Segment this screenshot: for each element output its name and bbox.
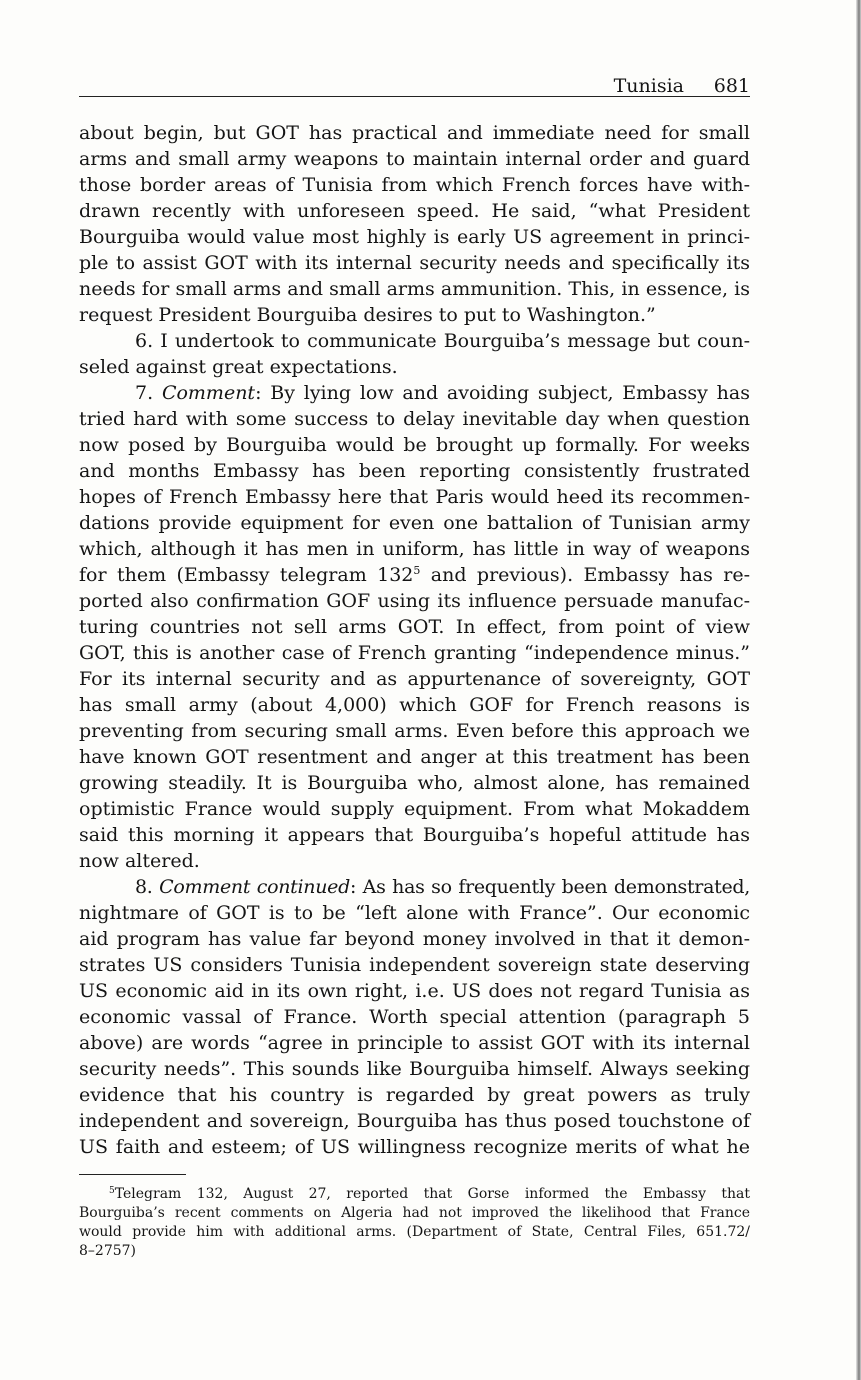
text-line: above) are words “agree in principle to assist GOT with its internal [79, 1032, 750, 1054]
text-line: dations provide equipment for even one battalion of Tunisian army [79, 512, 750, 534]
page-edge [856, 0, 861, 1380]
text-line: aid program has value far beyond money involved in that it demon- [79, 928, 750, 950]
footnote-line: Bourguiba’s recent comments on Algeria had not improved the likelihood that France [79, 1205, 750, 1221]
text-line: request President Bourguiba desires to put to Washington.” [79, 304, 656, 326]
text-line: growing steadily. It is Bourguiba who, almost alone, has remained [79, 772, 750, 794]
footnote-marker: 5 [109, 1186, 115, 1196]
text-run: : As has so frequently been demonstrated, [349, 876, 750, 898]
text-line: has small army (about 4,000) which GOF for French reasons is [79, 694, 750, 716]
footnote-line [79, 1185, 750, 1204]
text-line: US faith and esteem; of US willingness recognize merits of what he [79, 1136, 750, 1158]
text-line: drawn recently with unforeseen speed. He said, “what President [79, 200, 750, 222]
text-line: Bourguiba would value most highly is early US agreement in princi- [79, 226, 750, 248]
text-line: preventing from securing small arms. Even before this approach we [79, 720, 750, 742]
text-line: US economic aid in its own right, i.e. US does not regard Tunisia as [79, 980, 750, 1002]
text-line: arms and small army weapons to maintain internal order and guard [79, 148, 750, 170]
text-line: ported also confirmation GOF using its influence persuade manufac- [79, 590, 750, 612]
text-line: ple to assist GOT with its internal security needs and specifically its [79, 252, 750, 274]
text-line: security needs”. This sounds like Bourguiba himself. Always seeking [79, 1058, 750, 1080]
footnote-line: would provide him with additional arms. (Department of State, Central Files, 651.72/ [79, 1224, 750, 1240]
text-run: : By lying low and avoiding subject, Embassy has [255, 382, 751, 404]
text-line: needs for small arms and small arms ammunition. This, in essence, is [79, 278, 750, 300]
text-line: independent and sovereign, Bourguiba has thus posed touchstone of [79, 1110, 750, 1132]
header-rule [79, 96, 750, 97]
text-line [79, 562, 750, 588]
text-line: tried hard with some success to delay inevitable day when question [79, 408, 750, 430]
text-run: and previous). Embassy has re- [420, 564, 750, 586]
paragraph-8-start [79, 874, 750, 900]
paragraph-7-start [79, 380, 750, 406]
text-line: turing countries not sell arms GOT. In effect, from point of view [79, 616, 750, 638]
text-run: Telegram 132, August 27, reported that Gorse informed the Embassy that [114, 1186, 750, 1202]
running-head-title: Tunisia [613, 75, 684, 97]
text-line: evidence that his country is regarded by great powers as truly [79, 1084, 750, 1106]
footnote-rule [79, 1174, 186, 1175]
text-line: now posed by Bourguiba would be brought up formally. For weeks [79, 434, 750, 456]
text-run: for them (Embassy telegram 132 [79, 564, 414, 586]
text-line: strates US considers Tunisia independent sovereign state deserving [79, 954, 750, 976]
text-line: nightmare of GOT is to be “left alone with France”. Our economic [79, 902, 750, 924]
footnote [79, 1185, 750, 1261]
footnote-line: 8–2757) [79, 1243, 136, 1259]
text-line: now altered. [79, 850, 200, 872]
text-line: For its internal security and as appurtenance of sovereignty, GOT [79, 668, 750, 690]
comment-lead: Comment continued [159, 876, 350, 898]
text-line: seled against great expectations. [79, 356, 398, 378]
text-line: those border areas of Tunisia from which French forces have with- [79, 174, 750, 196]
text-line: optimistic France would supply equipment. From what Mokaddem [79, 798, 750, 820]
text-line: about begin, but GOT has practical and immediate need for small [79, 122, 750, 144]
paragraph-6-start: 6. I undertook to communicate Bourguiba’s message but coun- [135, 330, 750, 352]
paragraph-number: 8. [135, 876, 153, 898]
paragraph-number: 7. [135, 382, 154, 404]
text-line: hopes of French Embassy here that Paris would heed its recommen- [79, 486, 750, 508]
text-line: which, although it has men in uniform, has little in way of weapons [79, 538, 750, 560]
text-line: GOT, this is another case of French granting “independence minus.” [79, 642, 750, 664]
comment-lead: Comment [161, 382, 256, 404]
text-line: said this morning it appears that Bourguiba’s hopeful attitude has [79, 824, 750, 846]
text-line: economic vassal of France. Worth special attention (paragraph 5 [79, 1006, 750, 1028]
text-line: and months Embassy has been reporting consistently frustrated [79, 460, 750, 482]
body-text [79, 120, 750, 1160]
page-number: 681 [713, 75, 750, 97]
text-line: have known GOT resentment and anger at this treatment has been [79, 746, 750, 768]
footnote-reference: 5 [413, 564, 421, 577]
